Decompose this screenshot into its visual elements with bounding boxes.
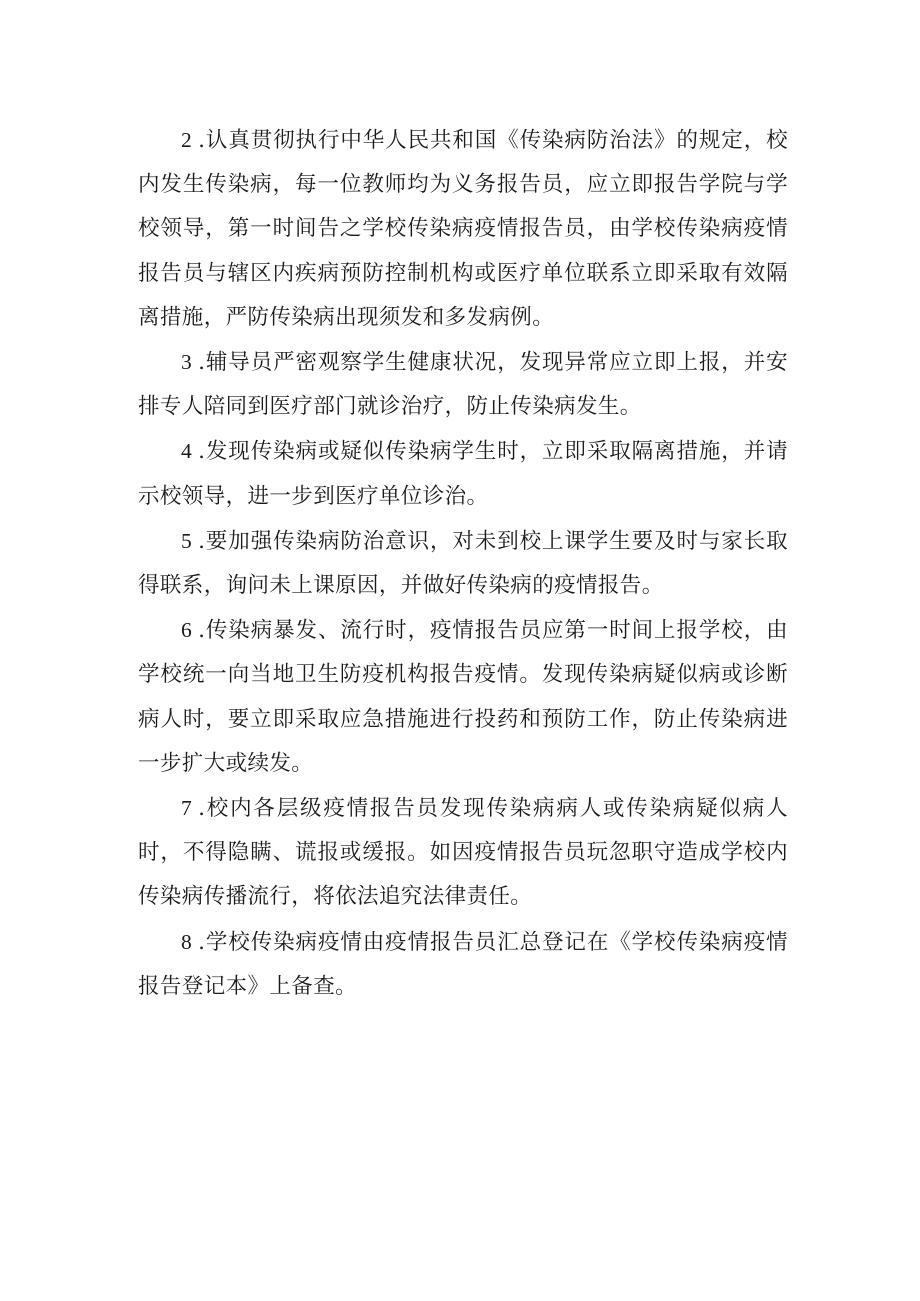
item-text: .发现传染病或疑似传染病学生时，立即采取隔离措施，并请示校领导，进一步到医疗单位诊治。 — [138, 439, 788, 509]
paragraph-item-3 — [138, 340, 788, 429]
item-number: 4 — [181, 439, 193, 464]
item-text: .传染病暴发、流行时，疫情报告员应第一时间上报学校，由学校统一向当地卫生防疫机构报告疫情。发现传染病疑似病或诊断病人时，要立即采取应急措施进行投药和预防工作，防止传染病进一步扩大或续发。 — [138, 618, 788, 776]
item-text: .校内各层级疫情报告员发现传染病病人或传染病疑似病人时，不得隐瞒、谎报或缓报。如因疫情报告员玩忽职守造成学校内传染病传播流行，将依法追究法律责任。 — [138, 796, 788, 910]
item-number: 7 — [181, 796, 193, 821]
item-text: .辅导员严密观察学生健康状况，发现异常应立即上报，并安排专人陪同到医疗部门就诊治疗，防止传染病发生。 — [138, 350, 788, 420]
paragraph-item-7 — [138, 786, 788, 920]
item-number: 3 — [181, 350, 193, 375]
item-number: 2 — [181, 128, 193, 152]
paragraph-item-4 — [138, 429, 788, 518]
item-number: 6 — [181, 618, 193, 643]
paragraph-item-8 — [138, 920, 788, 1009]
paragraph-item-5 — [138, 519, 788, 608]
item-text: .要加强传染病防治意识，对未到校上课学生要及时与家长取得联系，询问未上课原因，并做好传染病的疫情报告。 — [138, 528, 788, 599]
document-body — [138, 118, 788, 1009]
item-text: .学校传染病疫情由疫情报告员汇总登记在《学校传染病疫情报告登记本》上备查。 — [138, 929, 788, 999]
item-number: 8 — [181, 929, 193, 954]
item-text: .认真贯彻执行中华人民共和国《传染病防治法》的规定，校内发生传染病，每一位教师均为义务报告员，应立即报告学院与学校领导，第一时间告之学校传染病疫情报告员，由学校传染病疫情报告员与辖区内疾病预防控制机构或医疗单位联系立即采取有效隔离措施，严防传染病出现须发和多发病例。 — [138, 128, 788, 330]
paragraph-item-6 — [138, 608, 788, 786]
paragraph-item-2 — [138, 118, 788, 340]
item-number: 5 — [181, 528, 193, 553]
